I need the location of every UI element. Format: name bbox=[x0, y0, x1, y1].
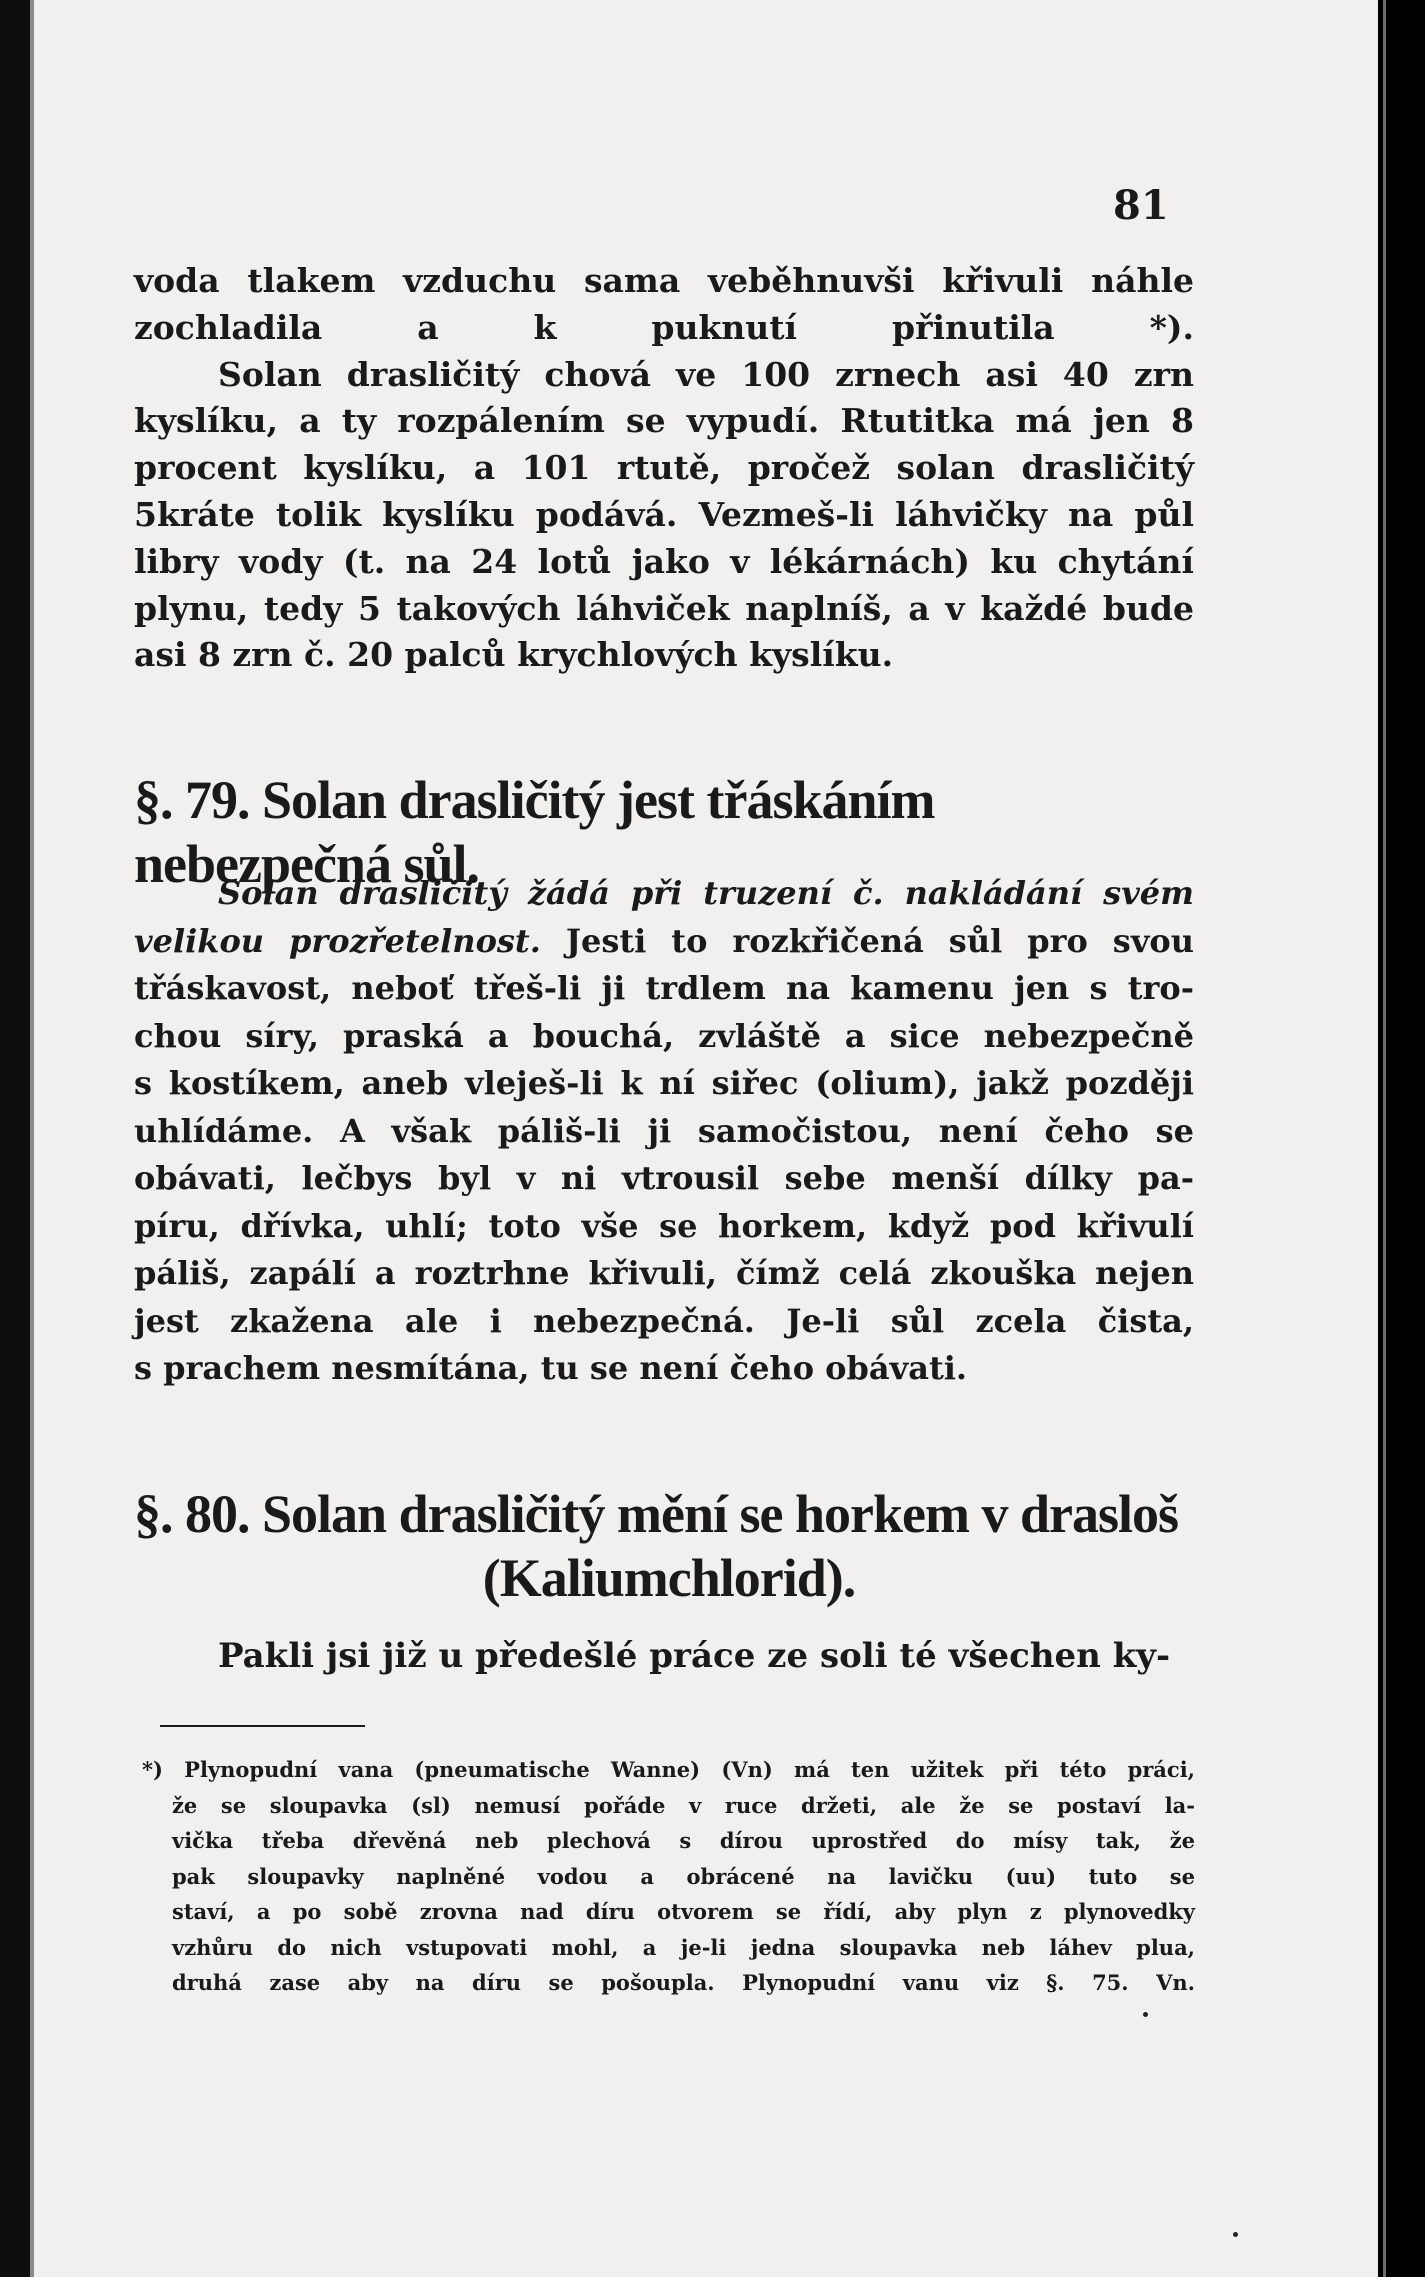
text-line: s kostíkem, aneb vleješ-li k ní siřec (olium), jakž později bbox=[134, 1064, 1194, 1102]
text-line: vička třeba dřevěná neb plechová s dírou uprostřed do mísy tak, že bbox=[172, 1828, 1195, 1853]
text-line: 5kráte tolik kyslíku podává. Vezmeš-li láhvičky na půl bbox=[134, 494, 1194, 534]
line-rest: Jesti to rozkřičená sůl pro svou bbox=[565, 921, 1195, 960]
text-line: asi 8 zrn č. 20 palců krychlových kyslíku. bbox=[134, 635, 894, 675]
page-left-edge bbox=[30, 0, 34, 2277]
text-line: Solan drasličitý chová ve 100 zrnech asi 40 zrn bbox=[218, 354, 1194, 394]
footnote-text: Plynopudní vana (pneumatische Wanne) (Vn) má ten užitek při této práci, bbox=[184, 1757, 1195, 1782]
section-title: Solan drasličitý mění se horkem v drasloš bbox=[262, 1484, 1179, 1544]
text-line: pak sloupavky naplněné vodou a obrácené na lavičku (uu) tuto se bbox=[172, 1863, 1195, 1889]
section-subtitle: (Kaliumchlorid). bbox=[482, 1548, 856, 1608]
section-80-body bbox=[134, 1632, 1194, 1680]
footnote-marker: *) bbox=[142, 1757, 163, 1782]
footnote-divider bbox=[160, 1725, 365, 1727]
text-line: chou síry, praská a bouchá, zvláště a sice nebezpečně bbox=[134, 1016, 1194, 1055]
book-page bbox=[30, 0, 1378, 2277]
text-line: páliš, zapálí a roztrhne křivuli, čímž celá zkouška nejen bbox=[134, 1254, 1194, 1292]
text-line: staví, a po sobě zrovna nad díru otvorem se řídí, aby plyn z plynovedky bbox=[172, 1899, 1195, 1924]
text-line: procent kyslíku, a 101 rtutě, pročež solan drasličitý bbox=[134, 448, 1194, 488]
text-line: vzhůru do nich vstupovati mohl, a je-li jedna sloupavka neb láhev plua, bbox=[172, 1934, 1195, 1960]
text-line: jest zkažena ale i nebezpečná. Je-li sůl zcela čista, bbox=[134, 1301, 1194, 1340]
text-line bbox=[134, 870, 1194, 918]
section-title: Solan drasličitý jest třáskáním nebezpečná sůl. bbox=[134, 770, 935, 894]
section-79-body bbox=[134, 870, 1194, 1393]
italic-lead: Solan drasličitý žádá při truzení č. nakládání svém bbox=[218, 874, 1194, 912]
footnote bbox=[142, 1752, 1195, 2001]
text-line: zochladila a k puknutí přinutila *). bbox=[134, 307, 1194, 347]
page-right-edge bbox=[1383, 0, 1386, 2277]
text-line: že se sloupavka (sl) nemusí pořáde v ruce držeti, ale že se postaví la- bbox=[172, 1792, 1195, 1818]
text-line: obávati, lečbys byl v ni vtrousil sebe menší dílky pa- bbox=[134, 1159, 1194, 1197]
intro-paragraph bbox=[134, 258, 1194, 679]
text-line: třáskavost, neboť třeš-li ji trdlem na kamenu jen s tro- bbox=[134, 969, 1194, 1007]
section-80-title-line bbox=[134, 1482, 1204, 1546]
text-line: s prachem nesmítána, tu se není čeho obávati. bbox=[134, 1349, 968, 1387]
text-line bbox=[134, 918, 1194, 966]
section-number: §. 80. bbox=[134, 1484, 250, 1544]
page-number: 81 bbox=[1113, 182, 1169, 229]
italic-lead: velikou prozřetelnost. bbox=[134, 921, 541, 960]
text-line: druhá zase aby na díru se pošoupla. Plynopudní vanu viz §. 75. Vn. bbox=[172, 1970, 1195, 1995]
text-line: plynu, tedy 5 takových láhviček naplníš, a v každé bude bbox=[134, 588, 1194, 628]
speck bbox=[1143, 2012, 1148, 2017]
speck bbox=[1233, 2232, 1238, 2237]
text-line: píru, dřívka, uhlí; toto vše se horkem, když pod křivulí bbox=[134, 1206, 1194, 1245]
text-line: voda tlakem vzduchu sama veběhnuvši křivuli náhle bbox=[134, 261, 1194, 300]
text-line: Pakli jsi již u předešlé práce ze soli té všechen ky- bbox=[218, 1636, 1171, 1676]
text-line: kyslíku, a ty rozpálením se vypudí. Rtutitka má jen 8 bbox=[134, 401, 1194, 441]
section-number: §. 79. bbox=[134, 770, 250, 830]
text-line: uhlídáme. A však páliš-li ji samočistou, není čeho se bbox=[134, 1111, 1194, 1150]
text-line bbox=[142, 1752, 1195, 1788]
text-line: libry vody (t. na 24 lotů jako v lékárnách) ku chytání bbox=[134, 541, 1194, 581]
section-80-heading bbox=[134, 1482, 1204, 1610]
